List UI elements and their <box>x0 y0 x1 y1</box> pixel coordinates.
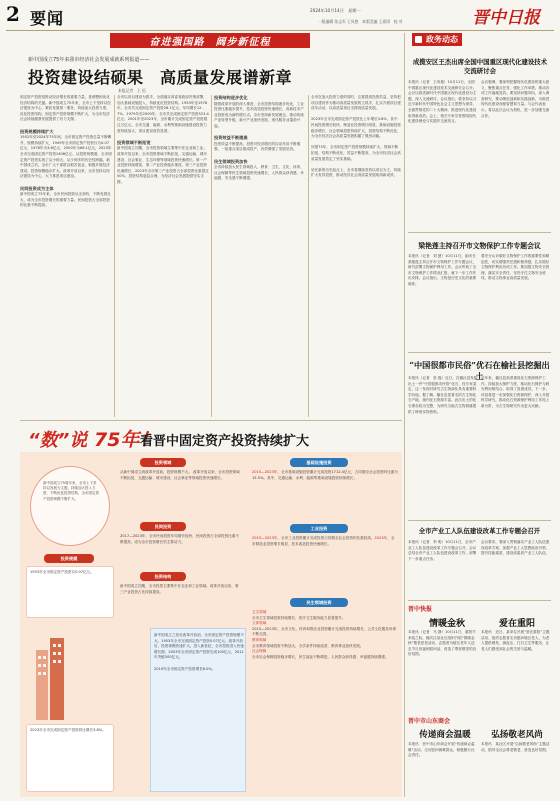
date-line: 2024年10月14日 星期一 <box>310 8 361 13</box>
livelihood-text: 卫生领域 全市卫生领域投资持续增长，医疗卫生服务能力显著提升。 文体领域 2015—2023年，全市文化、体育和娱乐业投资累计完成投资持续增长，公共文化服务体系不断完善。 教育领域 全市教育领域投资不断加大，办学条件持续改善，教育事业加快发展。 社会保障 全市社会保障投资稳步增长，民生福祉不断增进，人民群众获得感、幸福感持续增强。 <box>252 610 397 659</box>
news-body-3a: 本报讯（记者 张 磊）近日，在榆社县发掘出土一件“中国很都市民俗”化石，经专家鉴定，这一发现对研究古生物演化具有重要科学价值。据了解，榆社县是著名的古生物化石产地，境内化石资源丰富。此次出土的化石保存较为完整，为研究当地古生物群落提供了珍贵实物资料。 <box>408 376 478 414</box>
lead-column-3: 投资结构逐步优化 随着改革开放的深入推进，全市投资结构逐步优化，工业投资比重稳步提升，技术改造投资快速增长，高新技术产业投资成为新的增长点。全市坚持新发展理念，推动传统产业转型升级，新兴产业加快发展，现代服务业蓬勃兴起。 投资效益不断提高 投资效益不断提高，投资对经济增长的拉动作用不断增强，一批重点项目建成投产，有效增强了发展后劲。 民生领域投资加快 全市持续加大民生领域投入，教育、卫生、文化、体育、社会保障等民生领域投资快速增长，人民群众获得感、幸福感、安全感不断增强。 <box>214 95 304 181</box>
brief-body-3: 本报讯 晋中市山东商会开展“传递商会温暖”活动，走访慰问困难群众，积极履行社会责任。 <box>408 742 475 758</box>
building-icon <box>30 630 70 720</box>
lead-column-4: 全市在加大投资力度的同时，注重提高投资效益，坚持把项目建设作为推动高质量发展的主抓手，扎实开展项目建设年活动，以高质量项目支撑高质量发展。 2023年全市完成固定资产投资比上年增长3.8%，其中民间投资增长较快，制造业投资增长明显，基础设施投资稳步增长，社会领域投资持续扩大，投资结构不断优化，为全市经济社会高质量发展积蓄了强劲动能。 回望75年，全市固定资产投资规模持续扩大，领域不断拓宽，结构不断优化，效益不断提高，为全市经济社会高质量发展奠定了坚实基础。 站在新的历史起点上，全市将继续坚持以项目为王，持续扩大有效投资，推动经济社会高质量发展取得新成效。 <box>311 95 401 178</box>
pill-private-investment: 民间投资 <box>140 522 186 531</box>
subhead: 投资规模持续扩大 <box>20 128 54 134</box>
intro-text: 新中国成立75周年来，全市上下坚持以发展为主题，持续加大投入力度，不断优化投资结构，全市固定资产投资规模不断扩大。 <box>43 481 99 501</box>
column-rule <box>308 95 309 417</box>
news-headline-2: 梁艳莲主持召开市文物保护工作专题会议 <box>418 242 541 250</box>
brief-title-4: 弘扬敬老风尚 <box>491 730 543 740</box>
news-body-1a: 本报讯（记者 王凤艳）10月11日，全国中国重区现代化建设技术交流研讨会召开。会议以推进新时代中国重区现代化建设为主题，深入交流研讨。会议指出，要坚持以习近平新时代中国特色社会主义思想为指导，全面贯彻党的二十大精神，推进现代化建设取得新成效。会上，相关专家学者围绕现代化建设理论与实践作交流发言。 <box>408 80 477 124</box>
masthead-logo: 晋中日报 <box>472 8 540 28</box>
intro-circle <box>30 466 110 546</box>
news-tag-3: 晋中市山东商会 <box>408 718 451 725</box>
news-body-1b: 会议强调，要深刻把握现代化建设的重大意义，聚焦重点任务，强化工作举措，推动各项工作落地见效。要坚持问题导向，深入调查研究，推动理论创新和实践创新，为推进现代化建设贡献智慧和力量。与会代表表示，将以此次会议为契机，进一步加强交流合作。 <box>481 80 550 118</box>
news-rule <box>408 600 551 601</box>
pill-investment-field: 投资领域 <box>140 458 186 467</box>
infrastructure-text: 2015—2023年，全市基础设施投资累计完成投资1712.4亿元，占同期全社会投资的比重为15.5%。其中，交通运输、水利、能源等基础设施投资持续增长。 <box>252 470 398 480</box>
pill-infrastructure: 基础设施投资 <box>290 458 348 467</box>
series-banner: 奋进强国路 阔步新征程 <box>110 33 310 48</box>
subhead: 民间投资成为主体 <box>20 185 54 191</box>
brief-title-3: 传递商会温暖 <box>419 730 471 740</box>
pill-investment-structure: 投资结构 <box>140 572 186 581</box>
news-body-4b: 会议要求，要深入贯彻落实产业工人队伍建设改革方案，加强产业工人思想政治引领，提升技能素质，建设高素质产业工人队伍。 <box>481 540 550 556</box>
card-1 <box>26 566 114 618</box>
news-headline-3: “中国很都市民俗”优石在榆社县挖掘出土 <box>409 360 550 381</box>
column-rule <box>114 95 115 417</box>
news-rule <box>408 352 551 353</box>
kicker: 新中国成立75年来我市经济社会发展成就系列报道—— <box>28 57 150 63</box>
news-tag: 政务动态 <box>412 33 462 46</box>
pill-livelihood: 民生领域投资 <box>290 598 348 607</box>
tag-square-icon <box>415 36 422 43</box>
news-rule <box>408 232 551 233</box>
byline: 本报记者 王 倍 <box>118 88 146 93</box>
right-rule <box>404 33 405 797</box>
seventy-years-mark: 75年！ <box>94 429 159 451</box>
private-text: 2017—2023年，全市民间投资年均增长较快，民间投资占全部投资比重不断提高，成为全市投资增长的主要动力。 <box>120 534 239 544</box>
section-rule <box>20 420 402 421</box>
brief-title-1: 情暖金秋 <box>428 619 465 629</box>
editors-line: 一版编辑 张志军 王凤艳 本版美编 王嘉琪 校 对 <box>318 19 403 24</box>
subhead: 投资领域不断拓宽 <box>117 139 151 145</box>
structure-text: 新中国成立初期，全市投资主要集中在农业和工业领域。改革开放以来，第三产业投资占比持续提高。 <box>120 584 239 594</box>
section-title: 要闻 <box>30 9 65 28</box>
structure-box-text: 新中国成立之初至改革开放前，全市固定资产投资规模不大。1953年全市完成固定资产投资0.07亿元。改革开放后，投资规模快速扩大。进入新世纪，全市投资进入快速增长期，2003年全市固定资产投资完成100亿元，2011年突破500亿元。 2019年全市固定资产投资增长8.0%。 <box>154 633 244 671</box>
page-number: 2 <box>6 2 20 26</box>
news-body-2b: 要充分认识做好文物保护工作的重要性和紧迫性，切实增强责任感和使命感，扎实做好文物保护利用各项工作。要加强文物安全管理，落实安全责任，坚决守住文物安全底线，推动文物事业高质量发展。 <box>481 254 550 281</box>
news-body-3b: 近年来，榆社县高度重视化石资源保护工作，持续加大保护力度，推动化石保护与研究利用相结合，取得了显著成效。下一步，该县将进一步加强化石资源保护，深入开展科学研究，推动化石资源保护利用工作再上新台阶，为古生物研究作出更大贡献。 <box>481 376 550 408</box>
shuoju-logo: “数”说 <box>28 430 88 451</box>
lead-column-1: 固定资产投资是推动经济增长的重要力量，是调整和优化经济结构的关键。新中国成立75年来，全市上下坚持以经济建设为中心，紧扣发展第一要务，持续加大投资力度，优化投资结构，固定资产投资规模不断扩大，为全市经济社会持续健康发展提供了有力支撑。 投资规模持续扩大 1952年至2024年75年间，全市固定资产投资总量不断攀升，规模持续扩大，1949年全市固定资产投资仅为0.07亿元，1978年为3.6亿元，2000年为66.1亿元，2023年全市完成固定资产投资1406亿元。从投资规模看，全市固定资产投资实现了从小到大、从少到多的历史性跨越。新中国成立后，全市广大干部群众艰苦创业，积极开展经济建设，投资规模稳步扩大。改革开放以来，全市坚持以经济建设为中心，大力推进项目建设。 民间投资成为主体 新中国成立75年来，全市民间投资从无到有，不断发展壮大，成为全市投资增长的重要力量。民间投资占全部投资的比重不断提高。 <box>20 95 112 208</box>
subhead: 投资结构逐步优化 <box>214 95 248 100</box>
building-illustration <box>30 630 70 720</box>
stat-1: 1953年全市固定资产投资仅0.07亿元。 <box>30 570 94 574</box>
brief-title-2: 爱在重阳 <box>498 619 535 629</box>
stat-4: 2023年全市完成固定资产投资同比增长3.8%。 <box>30 728 106 732</box>
field-text: 从新中国成立到改革开放前，投资规模不大。 改革开放以来，全市投资领域不断拓宽，交通运输、城市建设、社会事业等领域投资快速增长。 <box>120 470 240 480</box>
subhead: 民生领域投资加快 <box>214 158 248 164</box>
column-rule <box>211 95 212 417</box>
news-tag-2: 晋中快报 <box>408 606 433 613</box>
brief-body-2: 本报讯 近日，某单位开展“爱在重阳”主题活动，组织志愿者走访慰问辖区老人，为老人提供理发、测血压、打扫卫生等服务，让老人们感受到社会的关爱与温暖。 <box>481 630 550 651</box>
news-headline-4: 全市产业工人队伍建设改革工作专题会召开 <box>418 527 541 535</box>
card-2 <box>26 724 114 792</box>
structure-box <box>150 628 246 792</box>
subhead: 投资效益不断提高 <box>214 135 248 141</box>
brief-body-1: 本报讯（记者 马 静）10月11日，重阳节来临之际，榆次区某社区组织开展“情暖金秋”敬老爱老活动，志愿者为辖区老年人送去节日祝福和慰问品，营造了尊老敬老的良好氛围。 <box>408 630 477 657</box>
news-body-2a: 本报讯（记者 刘 慧）10月11日，副市长梁艳莲主持召开市文物保护工作专题会议，研究部署文物保护利用工作。会议听取了全市文物保护工作情况汇报，就下一步工作作出安排。会议指出，文物是历史文化的重要载体。 <box>408 254 477 286</box>
news-rule <box>408 520 551 521</box>
lead-headline: 投资建设结硕果 高质量发展谱新章 <box>28 68 293 87</box>
pill-industry: 工业投资 <box>290 524 348 533</box>
infographic-title: 看晋中固定资产投资持续扩大 <box>140 434 310 449</box>
brief-body-4: 本报讯 某社区开展“弘扬敬老风尚”主题活动，倡导全社会尊老敬老，营造良好氛围。 <box>481 742 550 752</box>
news-headline-1: 成揽安区王杰出席全国中国重区现代化建设技术交流研讨会 <box>412 58 548 75</box>
lead-column-2: 全市以项目建设为抓手，全面落实省委省政府决策部署，加大基础设施投入，持续优化投资结构。1953年至1978年，全市共完成固定资产投资28.1亿元，年均增长12.7%；1979年至2000年，全市共完成固定资产投资523.4亿元；2001年至2023年，全市累计完成固定资产投资超过万亿元。全市交通、能源、水利等基础设施建设投资力度持续加大，项目建设成效显著。 投资领域不断拓宽 新中国成立初期，全市投资领域主要集中在农业和工业。改革开放以来，全市投资领域不断拓宽，交通运输、城市建设、社会事业、生态环保等领域投资快速增长。第一产业投资持续增加，第二产业投资稳步推进，第三产业投资迅速增长，2023年全市第三产业投资占全部投资比重超过50%，投资结构更趋合理，为经济社会发展提供坚实支撑。 <box>117 95 209 184</box>
news-body-4a: 本报讯（记者 李 明）10月11日，全市产业工人队伍建设改革工作专题会召开，会议总结全市产业工人队伍建设改革工作，部署下一步重点任务。 <box>408 540 477 561</box>
header-rule <box>6 30 554 31</box>
pill-investment-scale: 投资规模 <box>44 554 94 563</box>
industry-text: 2015—2023年，全市工业投资累计完成投资占同期全社会投资的比重较高。2023年，全市制造业投资增长明显，技术改造投资快速增长。 <box>252 536 395 546</box>
